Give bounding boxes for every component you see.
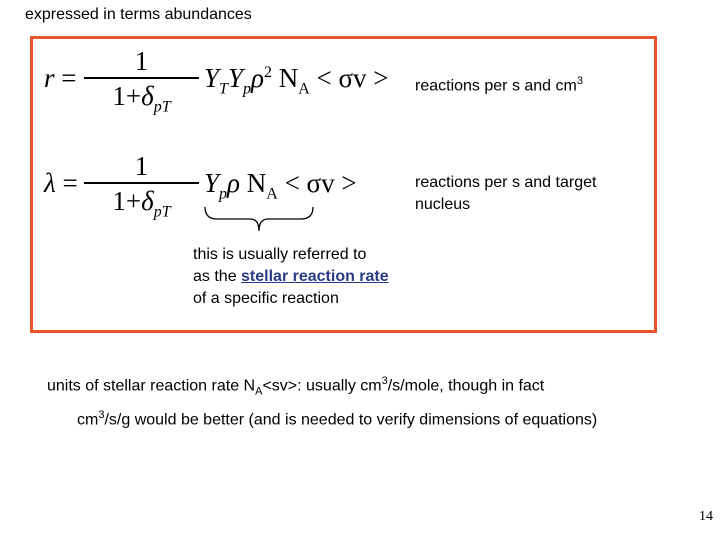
equation-reaction-rate xyxy=(44,46,389,118)
eq2-fraction xyxy=(84,153,199,223)
brace-icon xyxy=(200,205,318,235)
eq1-denominator: $1+\delta_{pT}$ xyxy=(112,81,171,116)
brace-note: this is usually referred to as the stellar reaction rate of a specific reaction xyxy=(193,246,389,307)
eq1-description: reactions per s and $cm^3$ xyxy=(415,75,583,95)
page-number: 14 xyxy=(699,509,713,524)
eq1-fraction-bar xyxy=(84,77,199,79)
eq2-factors: $Y_p\rho$ $N_A < \sigma v$ > xyxy=(204,168,357,203)
eq1-fraction xyxy=(84,48,199,118)
units-paragraph: units of stellar reaction rate $N_A<sv>$: usually $cm^3/s$/mole, though in fact $cm^3/s/g$ would be better (and is needed to verify dimensions of equations) xyxy=(47,375,598,428)
eq1-numerator: 1 xyxy=(134,46,149,76)
eq2-numerator: 1 xyxy=(134,151,149,181)
eq2-fraction-bar xyxy=(84,182,199,184)
stellar-reaction-rate-term: stellar reaction rate xyxy=(241,268,389,285)
eq2-equals: = xyxy=(62,168,78,198)
eq1-lhs: r xyxy=(44,63,55,93)
eq1-factors: $Y_TY_p\rho^2$ $N_A < \sigma v$ > xyxy=(204,63,389,98)
eq2-description: reactions per s and target nucleus xyxy=(415,174,597,213)
eq2-sigma-v: < σv > xyxy=(284,168,357,198)
slide-title: expressed in terms abundances xyxy=(25,6,252,23)
eq2-denominator: $1+\delta_{pT}$ xyxy=(112,186,171,221)
eq1-equals: = xyxy=(61,63,77,93)
eq2-lhs: λ xyxy=(44,168,56,198)
eq1-sigma-v: < σv > xyxy=(316,63,389,93)
